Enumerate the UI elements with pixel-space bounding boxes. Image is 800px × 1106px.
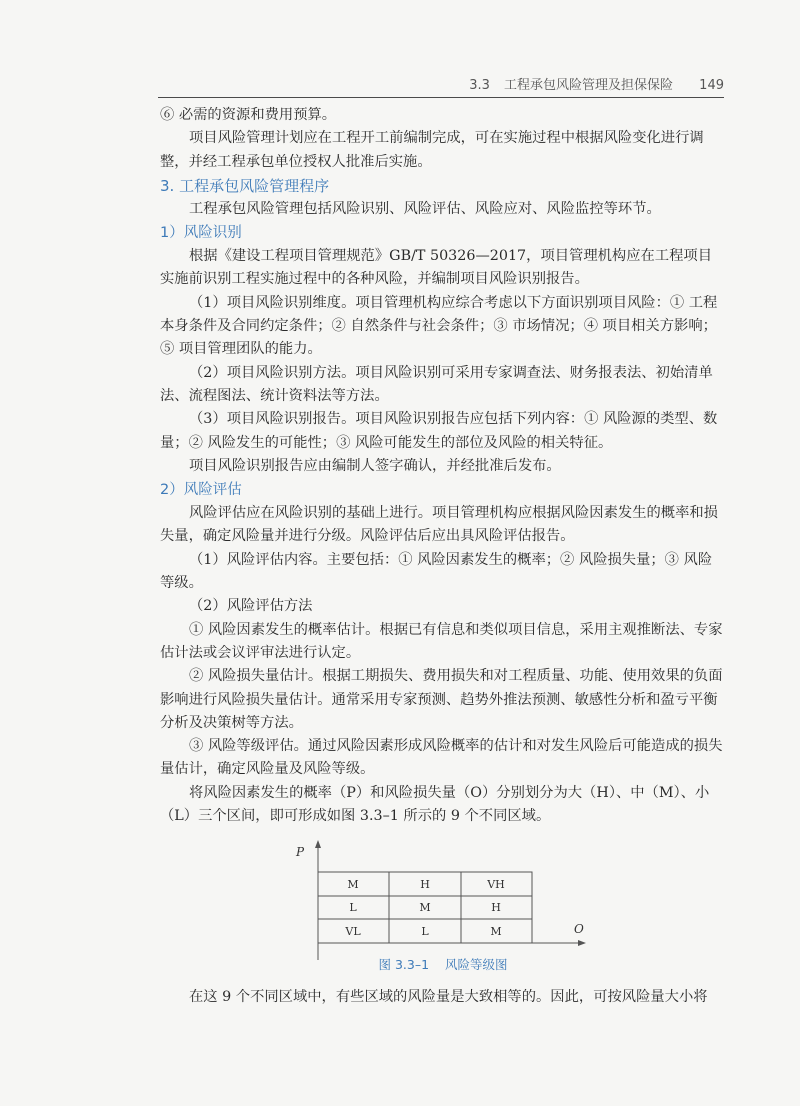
grid-cell: M (347, 878, 359, 891)
y-axis-label: P (296, 845, 305, 859)
main-text-continued (160, 986, 726, 1009)
paragraph: 根据《建设工程项目管理规范》GB/T 50326—2017，项目管理机构应在工程项目实施前识别工程实施过程中的各种风险，并编制项目风险识别报告。 (160, 248, 712, 288)
grid-cell: H (491, 901, 501, 914)
paragraph: ③ 风险等级评估。通过风险因素形成风险概率的估计和对发生风险后可能造成的损失量估计，确定风险量及风险等级。 (160, 738, 723, 778)
x-axis-arrow (578, 940, 586, 946)
paragraph: 项目风险管理计划应在工程开工前编制完成，可在实施过程中根据风险变化进行调整，并经工程承包单位授权人批准后实施。 (160, 130, 704, 170)
page-number: 149 (699, 78, 724, 93)
figure-caption (160, 955, 726, 973)
header-section-number: 3.3 (469, 78, 490, 93)
list-item: ⑥ 必需的资源和费用预算。 (160, 107, 337, 123)
paragraph: 在这 9 个不同区域中，有些区域的风险量是大致相等的。因此，可按风险量大小将 (189, 989, 708, 1005)
grid-cell: L (349, 901, 357, 914)
paragraph: ① 风险因素发生的概率估计。根据已有信息和类似项目信息，采用主观推断法、专家估计法或会议评审法进行认定。 (160, 621, 723, 661)
paragraph: （2）项目风险识别方法。项目风险识别可采用专家调查法、财务报表法、初始清单法、流程图法、统计资料法等方法。 (160, 364, 713, 404)
figure-title: 风险等级图 (445, 957, 508, 972)
paragraph: 风险评估应在风险识别的基础上进行。项目管理机构应根据风险因素发生的概率和损失量，确定风险量并进行分级。风险评估后应出具风险评估报告。 (160, 505, 718, 545)
header-section-title: 工程承包风险管理及担保保险 (504, 78, 674, 93)
section-heading: 3. 工程承包风险管理程序 (160, 176, 330, 195)
header-rule (158, 97, 724, 98)
paragraph: （3）项目风险识别报告。项目风险识别报告应包括下列内容：① 风险源的类型、数量；② 风险发生的可能性；③ 风险可能发生的部位及风险的相关特征。 (160, 411, 718, 451)
x-axis-label: O (574, 922, 584, 936)
grid-cell: H (420, 878, 430, 891)
paragraph: （1）项目风险识别维度。项目管理机构应综合考虑以下方面识别项目风险：① 工程本身条件及合同约定条件；② 自然条件与社会条件；③ 市场情况；④ 项目相关方影响；⑤ 项目管理团队的能力。 (160, 294, 718, 358)
subsection-heading: 2）风险评估 (160, 482, 242, 499)
grid-cell: L (421, 925, 429, 938)
figure-number: 图 3.3–1 (378, 957, 430, 972)
grid-cell: M (490, 925, 502, 938)
paragraph: 工程承包风险管理包括风险识别、风险评估、风险应对、风险监控等环节。 (189, 200, 661, 217)
subsection-heading: 1）风险识别 (160, 225, 242, 242)
y-axis-arrow (315, 840, 321, 848)
running-header (158, 74, 724, 93)
paragraph: （1）风险评估内容。主要包括：① 风险因素发生的概率；② 风险损失量；③ 风险等级。 (160, 551, 713, 592)
paragraph: ② 风险损失量估计。根据工期损失、费用损失和对工程质量、功能、使用效果的负面影响进行风险损失量估计。通常采用专家预测、趋势外推法预测、敏感性分析和盈亏平衡分析及决策树等方法。 (160, 668, 723, 731)
grid-cell: M (419, 901, 431, 914)
paragraph: （2）风险评估方法 (189, 598, 313, 615)
grid-cell: VL (345, 925, 361, 938)
paragraph: 将风险因素发生的概率（P）和风险损失量（O）分别划分为大（H）、中（M）、小（L）三个区间，即可形成如图 3.3–1 所示的 9 个不同区域。 (160, 784, 710, 825)
grid-cell: VH (487, 878, 505, 891)
main-text (160, 104, 726, 828)
paragraph: 项目风险识别报告应由编制人签字确认，并经批准后发布。 (189, 457, 561, 474)
